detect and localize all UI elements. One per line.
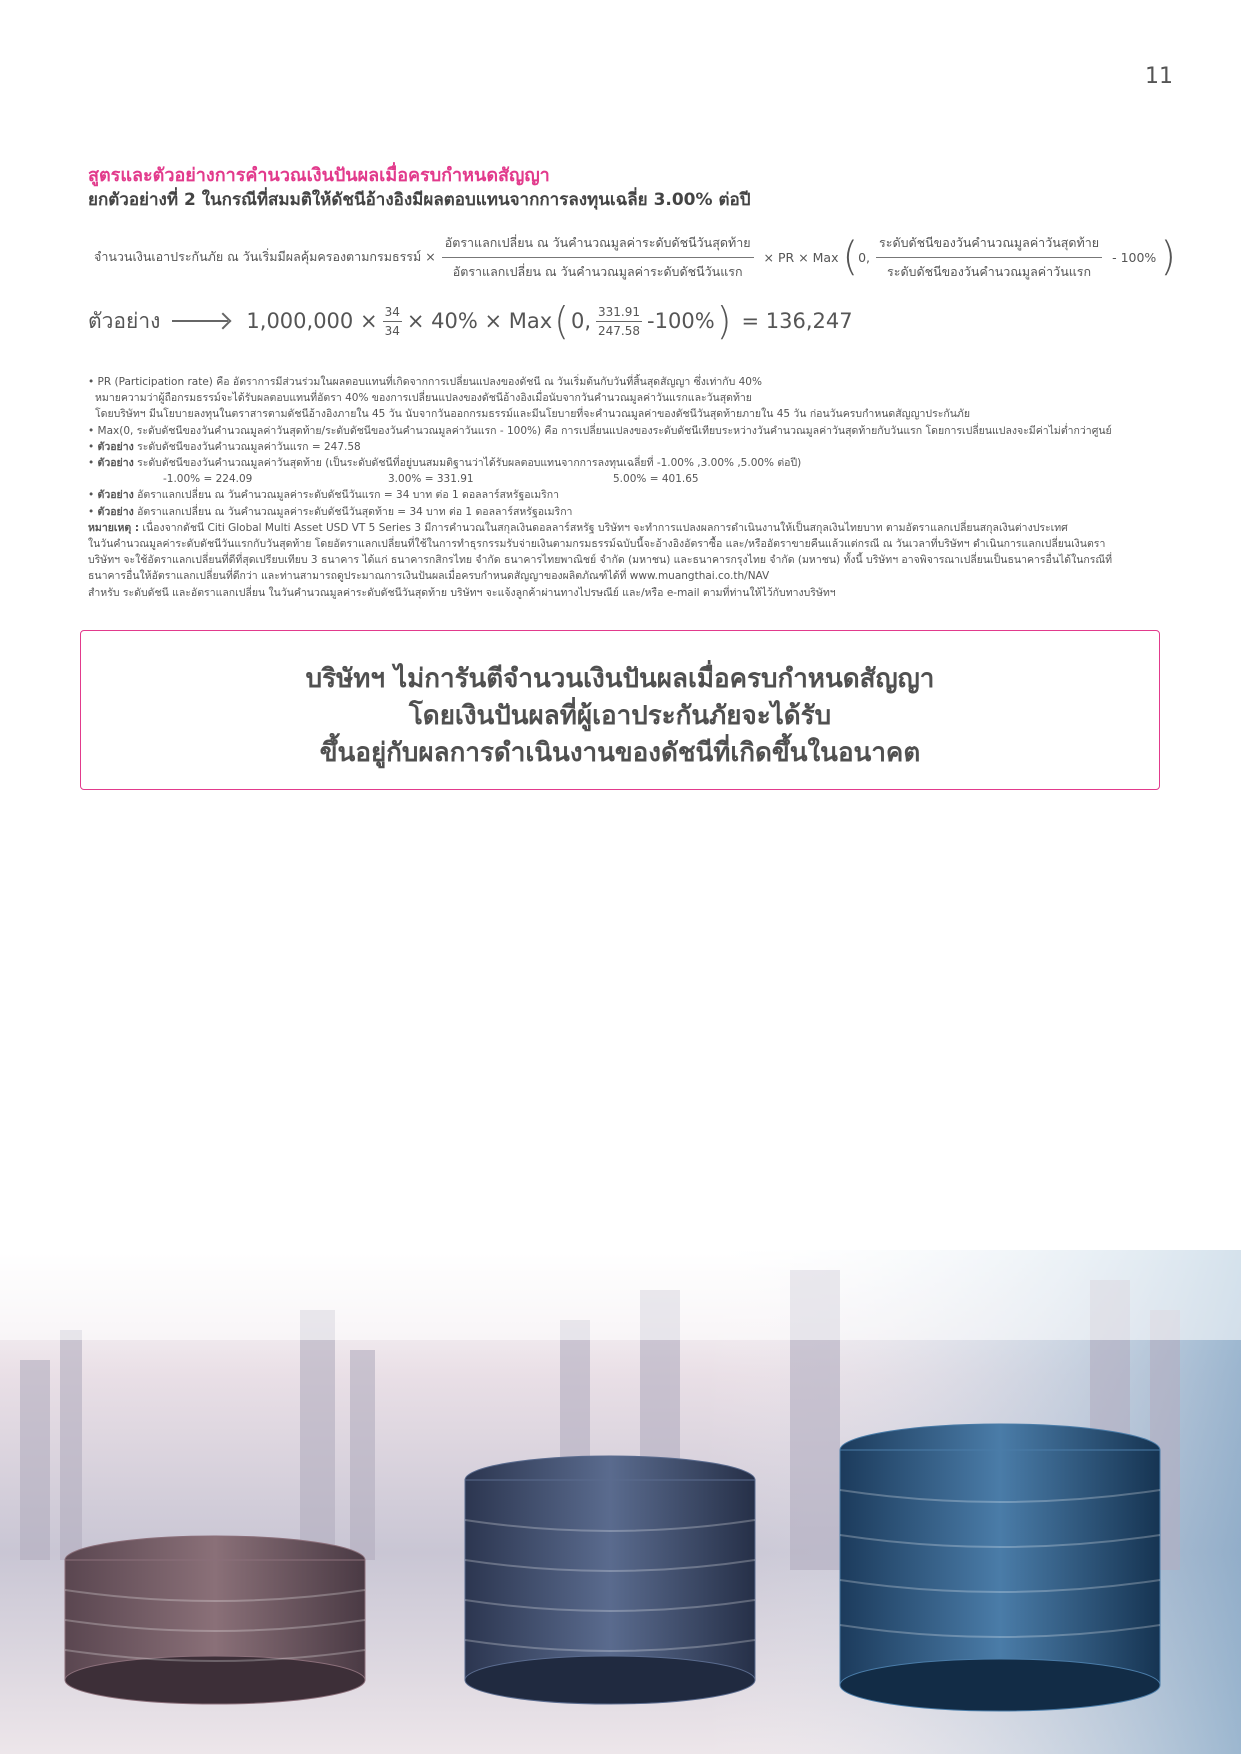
note-example-fx-last: • ตัวอย่าง อัตราแลกเปลี่ยน ณ วันคำนวณมูลค่าระดับดัชนีวันสุดท้าย = 34 บาท ต่อ 1 ดอลลาร์สหรัฐอเมริกา (88, 505, 573, 518)
note-first-index-text: ระดับดัชนีของวันคำนวณมูลค่าวันแรก = 247.58 (133, 440, 361, 453)
note-index-values (88, 471, 1158, 487)
disclaimer-line-3: ขึ้นอยู่กับผลการดำเนินงานของดัชนีที่เกิดขึ้นในอนาคต (319, 738, 921, 768)
remark-line-2: ในวันคำนวณมูลค่าระดับดัชนีวันแรกกับวันสุดท้าย โดยอัตราแลกเปลี่ยนที่ใช้ในการทำธุรกรรมรับจ่ายเงินตามกรมธรรม์ฉบับนี้จะอ้างอิงอัตราซื้อ และ/หรืออัตราขายคืนแล้วแต่กรณี ณ วันเวลาที่บริษัทฯ ดำเนินการแลกเปลี่ยนเงินตรา (88, 538, 1106, 551)
example-fx-numerator: 34 (383, 305, 402, 322)
example-amount: 1,000,000 × (246, 309, 378, 333)
example-index-numerator: 331.91 (596, 305, 642, 322)
example-minus: -100% (647, 309, 715, 333)
remark-line-1 (88, 520, 1158, 536)
index-value-3: 3.00% = 331.91 (388, 473, 474, 486)
arrow-right-icon (172, 320, 228, 322)
note-fx-first-text: อัตราแลกเปลี่ยน ณ วันคำนวณมูลค่าระดับดัชนีวันแรก = 34 บาท ต่อ 1 ดอลลาร์สหรัฐอเมริกา (133, 489, 560, 502)
dividend-formula (94, 232, 1176, 282)
remark-text-1: เนื่องจากดัชนี Citi Global Multi Asset USD VT 5 Series 3 มีการคำนวณในสกุลเงินดอลลาร์สหรัฐ บริษัทฯ จะทำการแปลงผลการดำเนินงานให้เป็นสกุลเงินไทยบาท ตามอัตราแลกเปลี่ยนสกุลเงินต่างประเทศ (139, 521, 1068, 534)
section-title: สูตรและตัวอย่างการคำนวณเงินปันผลเมื่อครบกำหนดสัญญา (88, 165, 550, 186)
formula-lead: จำนวนเงินเอาประกันภัย ณ วันเริ่มมีผลคุ้มครองตามกรมธรรม์ × (94, 249, 436, 264)
close-paren: ) (1160, 234, 1176, 280)
fx-ratio-numerator: อัตราแลกเปลี่ยน ณ วันคำนวณมูลค่าระดับดัชนีวันสุดท้าย (442, 233, 754, 258)
example-index-fraction (596, 305, 642, 338)
disclaimer-box (80, 630, 1160, 790)
example-pr: × 40% × Max (406, 309, 553, 333)
index-ratio-denominator: ระดับดัชนีของวันคำนวณมูลค่าวันแรก (887, 263, 1092, 279)
coin-stacks-illustration (0, 1250, 1241, 1754)
note-pr-policy: โดยบริษัทฯ มีนโยบายลงทุนในตราสารตามดัชนีอ้างอิงภายใน 45 วัน นับจากวันออกกรมธรรม์และมีนโยบายที่จะคำนวณมูลค่าของดัชนีวันสุดท้ายภายใน 45 วัน ก่อนวันครบกำหนดสัญญาประกันภัย (95, 408, 970, 421)
index-ratio-fraction (876, 233, 1102, 282)
remark-line-3: บริษัทฯ จะใช้อัตราแลกเปลี่ยนที่ดีที่สุดเปรียบเทียบ 3 ธนาคาร ได้แก่ ธนาคารกสิกรไทย จำกัด ธนาคารไทยพาณิชย์ จำกัด (มหาชน) และธนาคารกรุงไทย จำกัด (มหาชน) ทั้งนี้ บริษัทฯ อาจพิจารณาเปลี่ยนเป็นธนาคารอื่นได้ในกรณีที่ (88, 554, 1113, 567)
example-zero: 0, (570, 309, 592, 333)
index-value-5: 5.00% = 401.65 (613, 473, 699, 486)
coin-stacks-city-image (0, 1250, 1241, 1754)
remark-line-4: ธนาคารอื่นให้อัตราแลกเปลี่ยนที่ดีกว่า และท่านสามารถดูประมาณการเงินปันผลเมื่อครบกำหนดสัญญาของผลิตภัณฑ์ได้ที่ www.muangthai.co.th/NAV (88, 570, 770, 583)
note-max: • Max(0, ระดับดัชนีของวันคำนวณมูลค่าวันสุดท้าย/ระดับดัชนีของวันคำนวณมูลค่าวันแรก - 100%) คือ การเปลี่ยนแปลงของระดับดัชนีเทียบระหว่างวันคำนวณมูลค่าวันสุดท้ายกับวันแรก โดยการเปลี่ยนแปลงจะมีค่าไม่ต่ำกว่าศูนย์ (88, 424, 1112, 437)
note-example-last-index: • ตัวอย่าง ระดับดัชนีของวันคำนวณมูลค่าวันสุดท้าย (เป็นระดับดัชนีที่อยู่บนสมมติฐานว่าได้รับผลตอบแทนจากการลงทุนเฉลี่ยที่ -1.00% ,3.00% ,5.00% ต่อปี) (88, 457, 802, 470)
open-paren: ( (842, 234, 859, 280)
note-example-first-index: • ตัวอย่าง ระดับดัชนีของวันคำนวณมูลค่าวันแรก = 247.58 (88, 440, 361, 453)
disclaimer-line-2: โดยเงินปันผลที่ผู้เอาประกันภัยจะได้รับ (408, 701, 832, 731)
formula-zero: 0, (858, 249, 871, 265)
disclaimer-line-1: บริษัทฯ ไม่การันตีจำนวนเงินปันผลเมื่อครบกำหนดสัญญา (305, 664, 935, 694)
remark-line-5: สำหรับ ระดับดัชนี และอัตราแลกเปลี่ยน ในวันคำนวณมูลค่าระดับดัชนีวันสุดท้าย บริษัทฯ จะแจ้งลูกค้าผ่านทางไปรษณีย์ และ/หรือ e-mail ตามที่ท่านให้ไว้กับทางบริษัทฯ (88, 586, 836, 599)
example-fx-denominator: 34 (384, 323, 400, 338)
note-last-index-text: ระดับดัชนีของวันคำนวณมูลค่าวันสุดท้าย (เป็นระดับดัชนีที่อยู่บนสมมติฐานว่าได้รับผลตอบแทนจากการลงทุนเฉลี่ยที่ -1.00% ,3.00% ,5.00% ต่อปี) (133, 457, 802, 470)
example-open-paren: ( (554, 299, 569, 343)
note-fx-last-text: อัตราแลกเปลี่ยน ณ วันคำนวณมูลค่าระดับดัชนีวันสุดท้าย = 34 บาท ต่อ 1 ดอลลาร์สหรัฐอเมริกา (133, 505, 573, 518)
section-subtitle: ยกตัวอย่างที่ 2 ในกรณีที่สมมติให้ดัชนีอ้างอิงมีผลตอบแทนจากการลงทุนเฉลี่ย 3.00% ต่อปี (88, 190, 751, 210)
formula-middle: × PR × Max (763, 249, 839, 265)
example-close-paren: ) (716, 299, 732, 343)
page-number: 11 (1145, 64, 1173, 89)
note-example-fx-first: • ตัวอย่าง อัตราแลกเปลี่ยน ณ วันคำนวณมูลค่าระดับดัชนีวันแรก = 34 บาท ต่อ 1 ดอลลาร์สหรัฐอเมริกา (88, 489, 560, 502)
example-bold-label: ตัวอย่าง (97, 440, 134, 453)
note-pr: • PR (Participation rate) คือ อัตราการมีส่วนร่วมในผลตอบแทนที่เกิดจากการเปลี่ยนแปลงของดัชนี ณ วันเริ่มต้นกับวันที่สิ้นสุดสัญญา ซึ่งเท่ากับ 40% (88, 376, 762, 388)
example-fx-fraction (383, 305, 402, 338)
example-calculation (88, 298, 853, 344)
example-bold-label: ตัวอย่าง (97, 489, 134, 502)
note-pr-meaning: หมายความว่าผู้ถือกรมธรรม์จะได้รับผลตอบแทนที่อัตรา 40% ของการเปลี่ยนแปลงของดัชนีอ้างอิงเมื่อนับจากวันคำนวณมูลค่าวันแรกและวันสุดท้าย (95, 392, 752, 405)
example-label: ตัวอย่าง (88, 308, 161, 333)
fx-ratio-fraction (442, 233, 754, 282)
footnotes (88, 374, 1158, 601)
example-bold-label: ตัวอย่าง (97, 457, 134, 470)
example-result: = 136,247 (741, 309, 853, 333)
formula-tail: - 100% (1112, 249, 1157, 265)
example-index-denominator: 247.58 (598, 323, 641, 338)
example-bold-label: ตัวอย่าง (97, 505, 134, 518)
index-value-minus1: -1.00% = 224.09 (163, 473, 253, 486)
fx-ratio-denominator: อัตราแลกเปลี่ยน ณ วันคำนวณมูลค่าระดับดัชนีวันแรก (452, 263, 743, 279)
index-ratio-numerator: ระดับดัชนีของวันคำนวณมูลค่าวันสุดท้าย (876, 233, 1102, 258)
remark-label: หมายเหตุ : (88, 521, 140, 534)
